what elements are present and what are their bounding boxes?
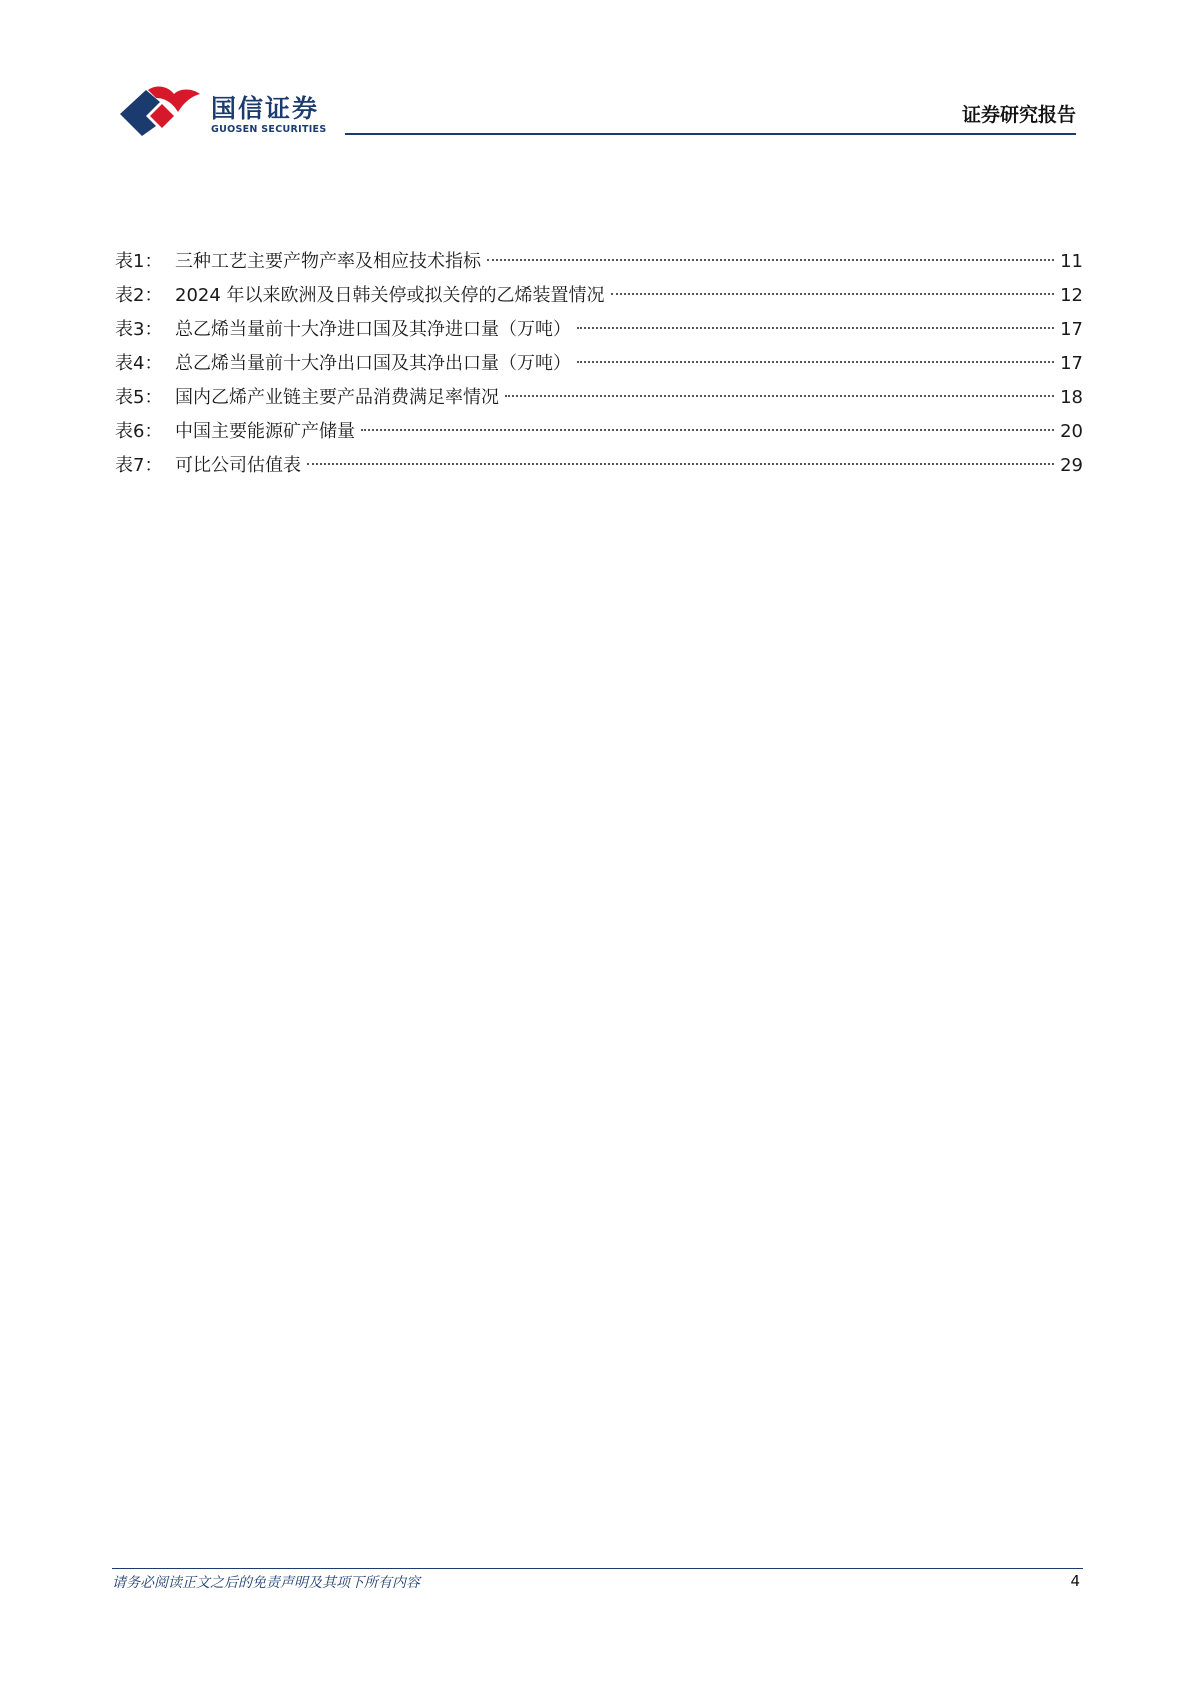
toc-dot-leader bbox=[577, 361, 1054, 363]
toc-entry-title: 可比公司估值表 bbox=[175, 455, 301, 476]
toc-entry-label: 表6： bbox=[115, 421, 163, 442]
toc-entry-table-6[interactable] bbox=[115, 415, 1083, 449]
toc-entry-table-3[interactable] bbox=[115, 313, 1083, 347]
toc-entry-title: 中国主要能源矿产储量 bbox=[175, 421, 355, 442]
header-divider bbox=[345, 133, 1076, 135]
page-header bbox=[0, 0, 1190, 140]
toc-entry-label: 表4： bbox=[115, 353, 163, 374]
toc-dot-leader bbox=[505, 395, 1054, 397]
toc-entry-page: 12 bbox=[1060, 285, 1083, 306]
logo-chinese-name: 国信证券 bbox=[211, 94, 320, 123]
page-number: 4 bbox=[1070, 1572, 1080, 1590]
toc-entry-title: 总乙烯当量前十大净进口国及其净进口量（万吨） bbox=[175, 319, 571, 340]
toc-entry-page: 20 bbox=[1060, 421, 1083, 442]
toc-entry-title: 2024 年以来欧洲及日韩关停或拟关停的乙烯装置情况 bbox=[175, 285, 605, 306]
table-of-tables bbox=[115, 245, 1083, 483]
toc-entry-table-1[interactable] bbox=[115, 245, 1083, 279]
toc-entry-page: 11 bbox=[1060, 251, 1083, 272]
toc-entry-label: 表7： bbox=[115, 455, 163, 476]
guosen-logo-icon bbox=[116, 84, 202, 140]
toc-dot-leader bbox=[307, 463, 1054, 465]
toc-dot-leader bbox=[361, 429, 1054, 431]
toc-dot-leader bbox=[611, 293, 1055, 295]
toc-entry-label: 表2： bbox=[115, 285, 163, 306]
toc-entry-label: 表3： bbox=[115, 319, 163, 340]
toc-entry-table-5[interactable] bbox=[115, 381, 1083, 415]
toc-entry-page: 17 bbox=[1060, 319, 1083, 340]
toc-entry-label: 表5： bbox=[115, 387, 163, 408]
toc-entry-title: 总乙烯当量前十大净出口国及其净出口量（万吨） bbox=[175, 353, 571, 374]
toc-entry-page: 18 bbox=[1060, 387, 1083, 408]
toc-entry-table-4[interactable] bbox=[115, 347, 1083, 381]
toc-entry-table-2[interactable] bbox=[115, 279, 1083, 313]
report-type-label: 证券研究报告 bbox=[961, 104, 1076, 126]
toc-dot-leader bbox=[487, 259, 1054, 261]
toc-dot-leader bbox=[577, 327, 1054, 329]
footer-disclaimer: 请务必阅读正文之后的免责声明及其项下所有内容 bbox=[112, 1575, 420, 1591]
toc-entry-table-7[interactable] bbox=[115, 449, 1083, 483]
toc-entry-page: 29 bbox=[1060, 455, 1083, 476]
toc-entry-title: 三种工艺主要产物产率及相应技术指标 bbox=[175, 251, 481, 272]
logo-english-name: GUOSEN SECURITIES bbox=[211, 124, 327, 135]
toc-entry-label: 表1： bbox=[115, 251, 163, 272]
toc-entry-title: 国内乙烯产业链主要产品消费满足率情况 bbox=[175, 387, 499, 408]
footer-divider bbox=[112, 1568, 1083, 1569]
toc-entry-page: 17 bbox=[1060, 353, 1083, 374]
